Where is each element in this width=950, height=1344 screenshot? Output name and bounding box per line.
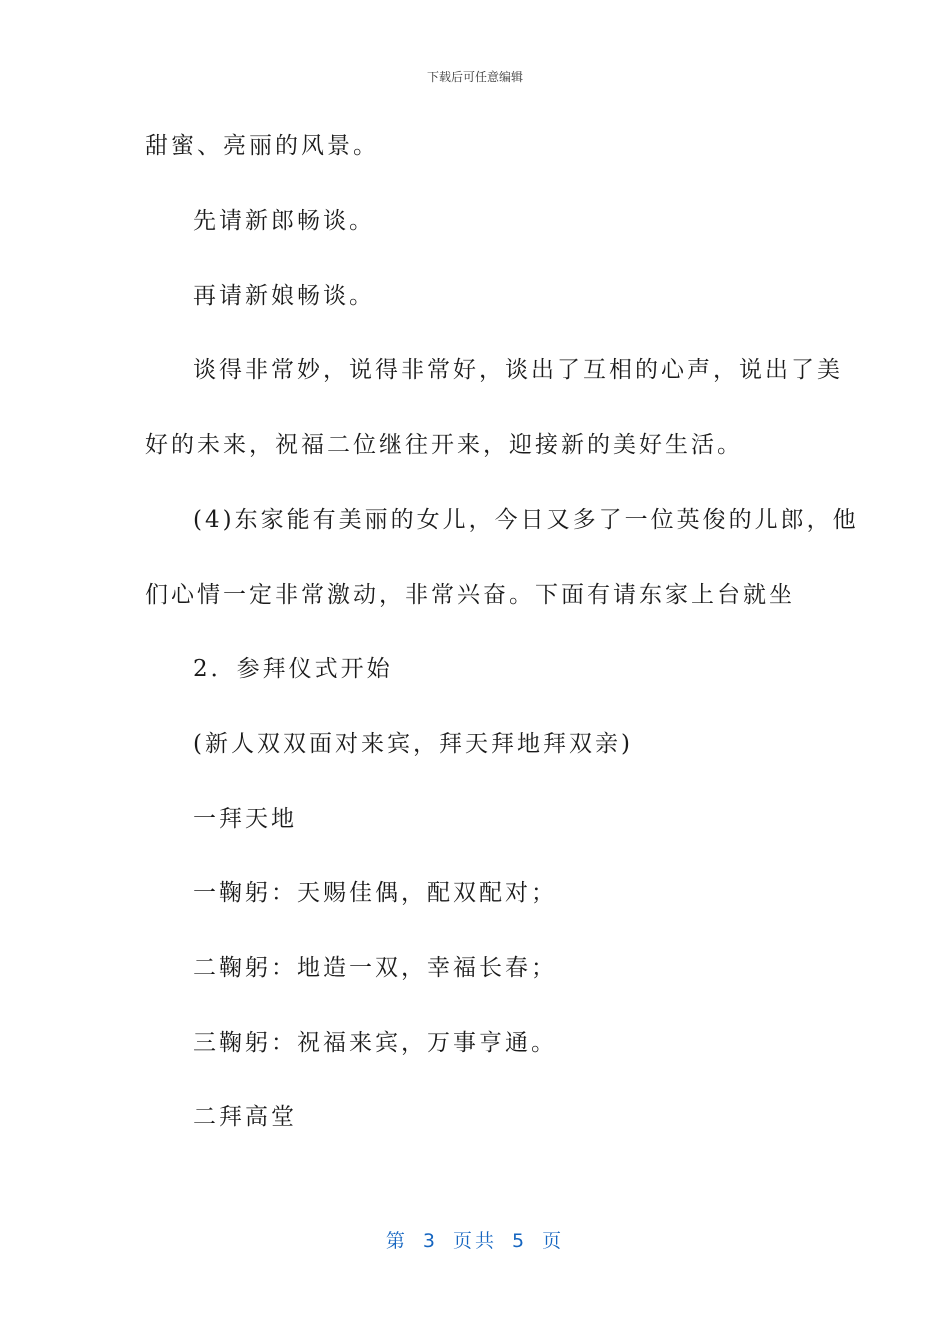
- text-line: 三鞠躬：祝福来宾，万事亨通。: [193, 1030, 557, 1056]
- header-note: 下载后可任意编辑: [426, 70, 523, 84]
- text-line: 甜蜜、亮丽的风景。: [145, 133, 379, 159]
- text-line: 们心情一定非常激动，非常兴奋。下面有请东家上台就坐: [145, 582, 795, 608]
- text-line: 先请新郎畅谈。: [193, 208, 375, 234]
- text-line: 再请新娘畅谈。: [193, 283, 375, 309]
- text-line: (4)东家能有美丽的女儿，今日又多了一位英俊的儿郎，他: [193, 507, 859, 533]
- text-line: (新人双双面对来宾，拜天拜地拜双亲): [193, 731, 633, 757]
- text-line: 二拜高堂: [193, 1104, 297, 1130]
- text-line: 一鞠躬：天赐佳偶，配双配对；: [193, 880, 557, 906]
- text-line: 一拜天地: [193, 806, 297, 832]
- text-line: 谈得非常妙，说得非常好，谈出了互相的心声，说出了美: [193, 357, 843, 383]
- page-number-footer: 第 3 页共 5 页: [385, 1230, 565, 1252]
- text-line: 二鞠躬：地造一双，幸福长春；: [193, 955, 557, 981]
- text-line: 好的未来，祝福二位继往开来，迎接新的美好生活。: [145, 432, 743, 458]
- text-line: 2．参拜仪式开始: [193, 656, 393, 682]
